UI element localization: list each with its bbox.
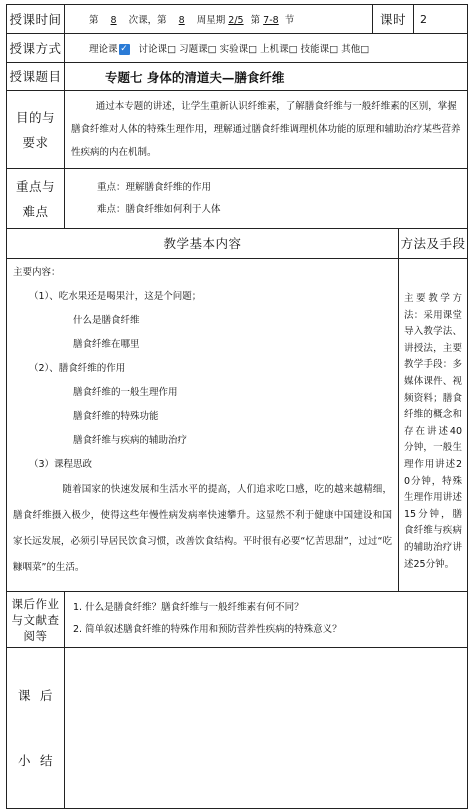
lesson-plan-table	[6, 4, 468, 809]
row-goals	[7, 91, 468, 169]
label-summary: 课 后 小 结	[7, 648, 65, 809]
difficulty-point: 难点：膳食纤维如何利于人体	[97, 203, 221, 215]
section-2-title: （2）、膳食纤维的作用	[29, 363, 126, 374]
row-teaching-method	[7, 34, 468, 63]
teaching-method-options	[65, 34, 468, 63]
section-2b: 膳食纤维的特殊功能	[73, 411, 159, 422]
label-teaching-method: 授课方式	[7, 34, 65, 63]
option-skill[interactable]: 技能课□	[300, 44, 339, 55]
option-discussion[interactable]: 讨论课□	[138, 44, 177, 55]
homework-content	[65, 592, 468, 648]
row-lesson-title	[7, 63, 468, 91]
label-teaching-time: 授课时间	[7, 5, 65, 34]
section-1-title: （1）、吃水果还是喝果汁，这是个问题；	[29, 291, 202, 302]
option-exercise[interactable]: 习题课□	[179, 44, 217, 55]
summary-content	[65, 648, 468, 809]
row-homework	[7, 592, 468, 648]
checkbox-icon[interactable]: □	[288, 44, 298, 55]
methods-text: 主要教学方法：采用课堂导入教学法、讲授法，主要教学手段：多媒体课件、视频资料；膳食纤维的概念和存在讲述40分钟，一般生理作用讲述20分钟，特殊生理作用讲述15分钟，膳食纤维与疾病的辅助治疗讲述25分钟。	[399, 259, 468, 592]
week-number: 8	[178, 15, 185, 26]
section-2c: 膳食纤维与疾病的辅助治疗	[73, 435, 188, 446]
homework-question-1: 1. 什么是膳食纤维？膳食纤维与一般纤维素有何不同？	[73, 602, 304, 613]
label-class-hours: 课时	[373, 5, 414, 34]
label-goals: 目的与 要求	[7, 91, 65, 169]
class-hours-value: 2	[414, 5, 468, 34]
checkbox-icon[interactable]: □	[329, 44, 339, 55]
option-lab[interactable]: 实验课□	[219, 44, 258, 55]
goals-text: 通过本专题的讲述，让学生重新认识纤维素，了解膳食纤维与一般纤维素的区别，掌握膳食纤维对人体的特殊生理作用，理解通过膳食纤维调理机体功能的原理和辅助治疗某些营养性疾病的内在机制。	[65, 91, 468, 169]
key-point: 重点：理解膳食纤维的作用	[97, 181, 212, 193]
row-content-header	[7, 229, 468, 259]
content-intro: 主要内容：	[13, 267, 61, 278]
checkbox-icon[interactable]: □	[207, 44, 217, 55]
option-computer[interactable]: 上机课□	[260, 44, 298, 55]
label-lesson-title: 授课题目	[7, 63, 65, 91]
checkbox-icon[interactable]: □	[248, 44, 258, 55]
section-3-title: （3）课程思政	[29, 459, 93, 470]
homework-question-2: 2. 简单叙述膳食纤维的特殊作用和预防营养性疾病的特殊意义？	[73, 624, 342, 635]
period: 7-8	[263, 15, 279, 26]
teaching-time-value: 第 8 次课，第 8 周星期 2/5 第 7-8 节	[65, 5, 373, 34]
label-key-points: 重点与 难点	[7, 169, 65, 229]
option-theory[interactable]: 理论课 ✓	[89, 44, 128, 55]
header-basic-content: 教学基本内容	[7, 229, 399, 259]
row-main-content	[7, 259, 468, 592]
row-summary	[7, 648, 468, 809]
row-key-points	[7, 169, 468, 229]
header-methods: 方法及手段	[399, 229, 468, 259]
row-teaching-time	[7, 5, 468, 34]
section-1a: 什么是膳食纤维	[73, 315, 140, 326]
lesson-number: 8	[110, 15, 117, 26]
checkbox-icon[interactable]: □	[360, 44, 370, 55]
option-other[interactable]: 其他□	[341, 44, 370, 55]
lesson-plan-sheet	[6, 4, 467, 768]
checkbox-checked-icon[interactable]: ✓	[120, 44, 128, 54]
label-homework: 课后作业 与文献查 阅等	[7, 592, 65, 648]
key-points-content	[65, 169, 468, 229]
section-3-paragraph: 随着国家的快速发展和生活水平的提高，人们追求吃口感，吃的越来越精细，膳食纤维摄入极少，使得这些年慢性病发病率快速攀升。这显然不利于健康中国建设和国家长远发展，必须引导居民饮食习惯，改善饮食结构。平时很有必要“忆苦思甜”，过过“吃糠咽菜”的生活。	[13, 484, 392, 573]
checkbox-icon[interactable]: □	[167, 44, 177, 55]
weekday: 2/5	[228, 15, 244, 26]
section-2a: 膳食纤维的一般生理作用	[73, 387, 178, 398]
main-content	[7, 259, 399, 592]
lesson-title: 专题七 身体的清道夫—膳食纤维	[65, 63, 468, 91]
section-1b: 膳食纤维在哪里	[73, 339, 140, 350]
